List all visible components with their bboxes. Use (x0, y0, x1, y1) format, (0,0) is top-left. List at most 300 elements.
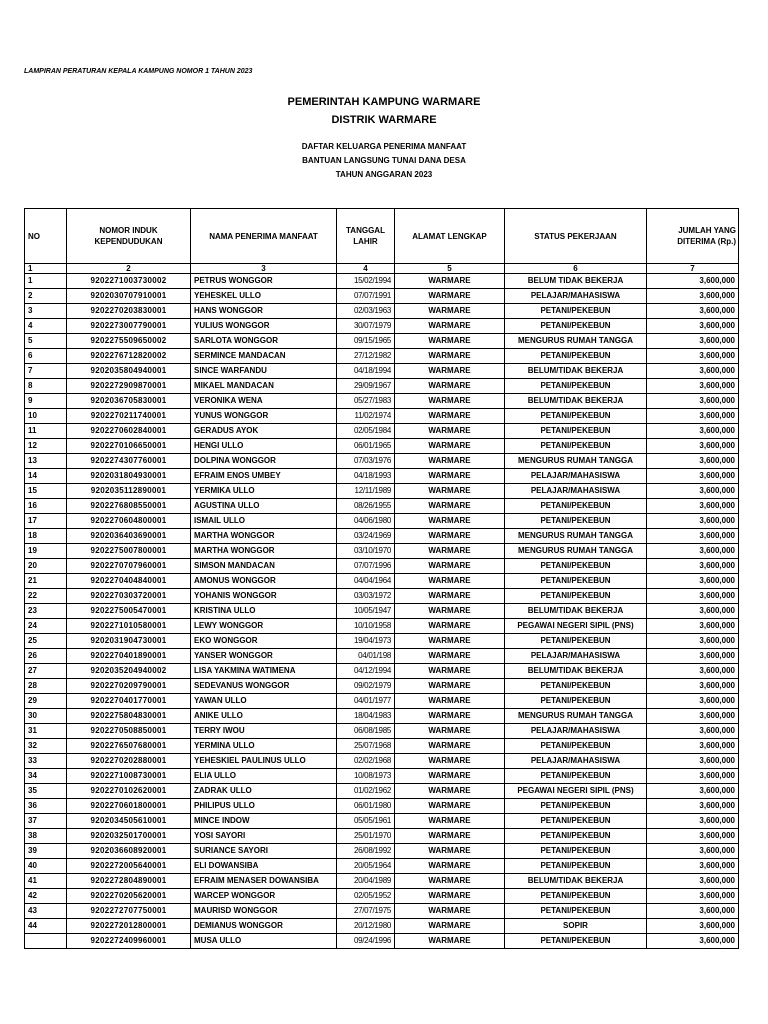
cell-status-pekerjaan: BELUM/TIDAK BEKERJA (505, 874, 647, 889)
cell-status-pekerjaan: PELAJAR/MAHASISWA (505, 469, 647, 484)
cell-nik: 9202035204940002 (67, 664, 191, 679)
table-row (25, 544, 739, 559)
cell-nik: 9202276507680001 (67, 739, 191, 754)
cell-alamat: WARMARE (395, 574, 505, 589)
cell-alamat: WARMARE (395, 409, 505, 424)
cell-status-pekerjaan: PETANI/PEKEBUN (505, 814, 647, 829)
cell-alamat: WARMARE (395, 649, 505, 664)
cell-no: 26 (25, 649, 67, 664)
cell-no: 13 (25, 454, 67, 469)
cell-nama: YEHESKIEL PAULINUS ULLO (191, 754, 337, 769)
table-row (25, 409, 739, 424)
cell-nama: KRISTINA ULLO (191, 604, 337, 619)
cell-nik: 9202270602840001 (67, 424, 191, 439)
cell-alamat: WARMARE (395, 604, 505, 619)
cell-nama: MINCE INDOW (191, 814, 337, 829)
cell-tanggal-lahir: 04/01/198 (337, 649, 395, 664)
cell-alamat: WARMARE (395, 874, 505, 889)
cell-nik: 9202270401770001 (67, 694, 191, 709)
cell-alamat: WARMARE (395, 634, 505, 649)
cell-tanggal-lahir: 19/04/1973 (337, 634, 395, 649)
cell-no: 17 (25, 514, 67, 529)
cell-alamat: WARMARE (395, 469, 505, 484)
table-row (25, 289, 739, 304)
cell-nik: 9202270604800001 (67, 514, 191, 529)
cell-nik: 9202036403690001 (67, 529, 191, 544)
cell-jumlah: 3,600,000 (647, 874, 739, 889)
cell-no: 23 (25, 604, 67, 619)
cell-alamat: WARMARE (395, 784, 505, 799)
cell-status-pekerjaan: PETANI/PEKEBUN (505, 319, 647, 334)
table-row (25, 439, 739, 454)
table-row (25, 694, 739, 709)
cell-tanggal-lahir: 12/11/1989 (337, 484, 395, 499)
cell-tanggal-lahir: 04/18/1994 (337, 364, 395, 379)
cell-nik: 9202270106650001 (67, 439, 191, 454)
cell-tanggal-lahir: 06/01/1980 (337, 799, 395, 814)
cell-jumlah: 3,600,000 (647, 649, 739, 664)
cell-tanggal-lahir: 02/05/1952 (337, 889, 395, 904)
table-row (25, 334, 739, 349)
cell-nama: MARTHA WONGGOR (191, 529, 337, 544)
cell-no: 28 (25, 679, 67, 694)
cell-status-pekerjaan: PETANI/PEKEBUN (505, 889, 647, 904)
cell-no: 7 (25, 364, 67, 379)
cell-tanggal-lahir: 03/10/1970 (337, 544, 395, 559)
cell-tanggal-lahir: 25/07/1968 (337, 739, 395, 754)
cell-jumlah: 3,600,000 (647, 469, 739, 484)
cell-nama: AGUSTINA ULLO (191, 499, 337, 514)
cell-tanggal-lahir: 06/01/1965 (337, 439, 395, 454)
table-row (25, 934, 739, 949)
cell-tanggal-lahir: 20/12/1980 (337, 919, 395, 934)
cell-tanggal-lahir: 08/26/1955 (337, 499, 395, 514)
table-row (25, 454, 739, 469)
cell-nama: EKO WONGGOR (191, 634, 337, 649)
cell-alamat: WARMARE (395, 919, 505, 934)
cell-status-pekerjaan: BELUM TIDAK BEKERJA (505, 274, 647, 289)
cell-status-pekerjaan: PETANI/PEKEBUN (505, 904, 647, 919)
cell-no (25, 934, 67, 949)
table-row (25, 844, 739, 859)
table-row (25, 319, 739, 334)
cell-nama: YANSER WONGGOR (191, 649, 337, 664)
cell-jumlah: 3,600,000 (647, 289, 739, 304)
cell-jumlah: 3,600,000 (647, 709, 739, 724)
column-header-tanggal: TANGGAL LAHIR (337, 209, 395, 264)
column-number: 1 (25, 264, 67, 274)
cell-nik: 9202272707750001 (67, 904, 191, 919)
cell-no: 4 (25, 319, 67, 334)
cell-nik: 9202270211740001 (67, 409, 191, 424)
cell-jumlah: 3,600,000 (647, 829, 739, 844)
cell-nik: 9202273007790001 (67, 319, 191, 334)
column-header-status: STATUS PEKERJAAN (505, 209, 647, 264)
cell-status-pekerjaan: BELUM/TIDAK BEKERJA (505, 604, 647, 619)
cell-no: 31 (25, 724, 67, 739)
cell-nik: 9202270203830001 (67, 304, 191, 319)
cell-tanggal-lahir: 02/02/1968 (337, 754, 395, 769)
cell-nama: SIMSON MANDACAN (191, 559, 337, 574)
table-row (25, 919, 739, 934)
cell-nik: 9202271010580001 (67, 619, 191, 634)
district-title: DISTRIK WARMARE (331, 114, 437, 126)
cell-nik: 9202034505610001 (67, 814, 191, 829)
cell-nama: SARLOTA WONGGOR (191, 334, 337, 349)
cell-nik: 9202274307760001 (67, 454, 191, 469)
cell-nama: ZADRAK ULLO (191, 784, 337, 799)
cell-tanggal-lahir: 04/04/1964 (337, 574, 395, 589)
cell-jumlah: 3,600,000 (647, 724, 739, 739)
cell-alamat: WARMARE (395, 379, 505, 394)
cell-jumlah: 3,600,000 (647, 904, 739, 919)
cell-no: 12 (25, 439, 67, 454)
cell-no: 44 (25, 919, 67, 934)
cell-alamat: WARMARE (395, 559, 505, 574)
cell-tanggal-lahir: 05/05/1961 (337, 814, 395, 829)
cell-nik: 9202275005470001 (67, 604, 191, 619)
cell-tanggal-lahir: 10/05/1947 (337, 604, 395, 619)
cell-tanggal-lahir: 15/02/1994 (337, 274, 395, 289)
cell-no: 16 (25, 499, 67, 514)
table-row (25, 274, 739, 289)
cell-nik: 9202276712820002 (67, 349, 191, 364)
cell-tanggal-lahir: 02/05/1984 (337, 424, 395, 439)
column-number: 6 (505, 264, 647, 274)
cell-status-pekerjaan: PEGAWAI NEGERI SIPIL (PNS) (505, 619, 647, 634)
cell-nama: ELIA ULLO (191, 769, 337, 784)
cell-alamat: WARMARE (395, 709, 505, 724)
cell-no: 32 (25, 739, 67, 754)
cell-status-pekerjaan: PETANI/PEKEBUN (505, 589, 647, 604)
cell-tanggal-lahir: 03/03/1972 (337, 589, 395, 604)
cell-jumlah: 3,600,000 (647, 274, 739, 289)
cell-status-pekerjaan: SOPIR (505, 919, 647, 934)
cell-alamat: WARMARE (395, 334, 505, 349)
cell-tanggal-lahir: 20/04/1989 (337, 874, 395, 889)
column-number: 2 (67, 264, 191, 274)
table-row (25, 589, 739, 604)
cell-jumlah: 3,600,000 (647, 934, 739, 949)
cell-alamat: WARMARE (395, 694, 505, 709)
cell-nik: 9202035112890001 (67, 484, 191, 499)
cell-nik: 9202270508850001 (67, 724, 191, 739)
cell-nama: TERRY IWOU (191, 724, 337, 739)
cell-jumlah: 3,600,000 (647, 664, 739, 679)
cell-alamat: WARMARE (395, 304, 505, 319)
cell-alamat: WARMARE (395, 439, 505, 454)
cell-tanggal-lahir: 03/24/1969 (337, 529, 395, 544)
cell-tanggal-lahir: 09/24/1996 (337, 934, 395, 949)
cell-status-pekerjaan: PELAJAR/MAHASISWA (505, 289, 647, 304)
cell-alamat: WARMARE (395, 364, 505, 379)
column-header-nama: NAMA PENERIMA MANFAAT (191, 209, 337, 264)
cell-nik: 9202031904730001 (67, 634, 191, 649)
table-row (25, 859, 739, 874)
cell-status-pekerjaan: PETANI/PEKEBUN (505, 694, 647, 709)
cell-alamat: WARMARE (395, 844, 505, 859)
table-row (25, 349, 739, 364)
cell-nama: YOSI SAYORI (191, 829, 337, 844)
cell-tanggal-lahir: 27/12/1982 (337, 349, 395, 364)
cell-tanggal-lahir: 02/03/1963 (337, 304, 395, 319)
cell-jumlah: 3,600,000 (647, 334, 739, 349)
cell-jumlah: 3,600,000 (647, 619, 739, 634)
cell-nama: HENGI ULLO (191, 439, 337, 454)
table-row (25, 364, 739, 379)
cell-status-pekerjaan: PETANI/PEKEBUN (505, 304, 647, 319)
cell-nik: 9202270303720001 (67, 589, 191, 604)
cell-tanggal-lahir: 25/01/1970 (337, 829, 395, 844)
cell-nik: 9202271008730001 (67, 769, 191, 784)
table-row (25, 394, 739, 409)
cell-jumlah: 3,600,000 (647, 919, 739, 934)
cell-nik: 9202276808550001 (67, 499, 191, 514)
column-number: 4 (337, 264, 395, 274)
cell-alamat: WARMARE (395, 499, 505, 514)
cell-jumlah: 3,600,000 (647, 604, 739, 619)
cell-nik: 9202275007800001 (67, 544, 191, 559)
cell-status-pekerjaan: PETANI/PEKEBUN (505, 499, 647, 514)
table-row (25, 679, 739, 694)
cell-nik: 9202270102620001 (67, 784, 191, 799)
cell-jumlah: 3,600,000 (647, 844, 739, 859)
table-row (25, 814, 739, 829)
cell-no: 20 (25, 559, 67, 574)
table-row (25, 499, 739, 514)
cell-status-pekerjaan: PETANI/PEKEBUN (505, 934, 647, 949)
cell-jumlah: 3,600,000 (647, 439, 739, 454)
cell-no: 27 (25, 664, 67, 679)
column-header-alamat: ALAMAT LENGKAP (395, 209, 505, 264)
cell-no: 22 (25, 589, 67, 604)
cell-jumlah: 3,600,000 (647, 799, 739, 814)
cell-nik: 9202272012800001 (67, 919, 191, 934)
cell-nik: 9202030707910001 (67, 289, 191, 304)
cell-alamat: WARMARE (395, 544, 505, 559)
cell-tanggal-lahir: 01/02/1962 (337, 784, 395, 799)
cell-nik: 9202036608920001 (67, 844, 191, 859)
cell-nama: YUNUS WONGGOR (191, 409, 337, 424)
cell-nama: PETRUS WONGGOR (191, 274, 337, 289)
table-row (25, 784, 739, 799)
cell-alamat: WARMARE (395, 889, 505, 904)
beneficiary-table (24, 208, 739, 949)
column-number: 7 (647, 264, 739, 274)
cell-nik: 9202036705830001 (67, 394, 191, 409)
cell-tanggal-lahir: 30/07/1979 (337, 319, 395, 334)
table-row (25, 574, 739, 589)
cell-no: 8 (25, 379, 67, 394)
cell-jumlah: 3,600,000 (647, 679, 739, 694)
cell-no: 39 (25, 844, 67, 859)
cell-nama: WARCEP WONGGOR (191, 889, 337, 904)
cell-nama: DOLPINA WONGGOR (191, 454, 337, 469)
column-header-no: NO (25, 209, 67, 264)
cell-nik: 9202270601800001 (67, 799, 191, 814)
cell-alamat: WARMARE (395, 514, 505, 529)
cell-no: 1 (25, 274, 67, 289)
document-title: PEMERINTAH KAMPUNG WARMARE (287, 96, 481, 108)
cell-alamat: WARMARE (395, 739, 505, 754)
cell-no: 11 (25, 424, 67, 439)
cell-status-pekerjaan: PELAJAR/MAHASISWA (505, 754, 647, 769)
cell-status-pekerjaan: PETANI/PEKEBUN (505, 349, 647, 364)
cell-nama: ISMAIL ULLO (191, 514, 337, 529)
cell-alamat: WARMARE (395, 589, 505, 604)
cell-jumlah: 3,600,000 (647, 529, 739, 544)
cell-nama: DEMIANUS WONGGOR (191, 919, 337, 934)
cell-tanggal-lahir: 04/12/1994 (337, 664, 395, 679)
cell-nama: YAWAN ULLO (191, 694, 337, 709)
table-row (25, 709, 739, 724)
cell-nama: SINCE WARFANDU (191, 364, 337, 379)
cell-nik: 9202272005640001 (67, 859, 191, 874)
cell-status-pekerjaan: MENGURUS RUMAH TANGGA (505, 334, 647, 349)
cell-nama: YEHESKEL ULLO (191, 289, 337, 304)
column-header-nik: NOMOR INDUK KEPENDUDUKAN (67, 209, 191, 264)
cell-nama: MARTHA WONGGOR (191, 544, 337, 559)
header-row (25, 209, 739, 264)
cell-tanggal-lahir: 04/18/1993 (337, 469, 395, 484)
cell-no: 14 (25, 469, 67, 484)
cell-nama: EFRAIM MENASER DOWANSIBA (191, 874, 337, 889)
cell-no: 25 (25, 634, 67, 649)
table-row (25, 619, 739, 634)
cell-no: 40 (25, 859, 67, 874)
table-row (25, 604, 739, 619)
regulation-reference: LAMPIRAN PERATURAN KEPALA KAMPUNG NOMOR 1 TAHUN 2023 (24, 68, 253, 75)
table-row (25, 484, 739, 499)
cell-status-pekerjaan: PETANI/PEKEBUN (505, 574, 647, 589)
subtitle-program: BANTUAN LANGSUNG TUNAI DANA DESA (302, 156, 466, 165)
cell-nama: YULIUS WONGGOR (191, 319, 337, 334)
cell-nama: LISA YAKMINA WATIMENA (191, 664, 337, 679)
table-row (25, 874, 739, 889)
table-row (25, 529, 739, 544)
table-row (25, 904, 739, 919)
cell-status-pekerjaan: PETANI/PEKEBUN (505, 679, 647, 694)
cell-status-pekerjaan: PETANI/PEKEBUN (505, 559, 647, 574)
cell-status-pekerjaan: PETANI/PEKEBUN (505, 859, 647, 874)
cell-status-pekerjaan: PELAJAR/MAHASISWA (505, 724, 647, 739)
cell-nik: 9202271003730002 (67, 274, 191, 289)
cell-status-pekerjaan: PETANI/PEKEBUN (505, 514, 647, 529)
cell-jumlah: 3,600,000 (647, 304, 739, 319)
cell-nama: AMONUS WONGGOR (191, 574, 337, 589)
column-number: 5 (395, 264, 505, 274)
cell-nama: EFRAIM ENOS UMBEY (191, 469, 337, 484)
table-row (25, 304, 739, 319)
cell-jumlah: 3,600,000 (647, 559, 739, 574)
cell-tanggal-lahir: 09/15/1965 (337, 334, 395, 349)
cell-no: 2 (25, 289, 67, 304)
cell-tanggal-lahir: 06/08/1985 (337, 724, 395, 739)
cell-status-pekerjaan: PELAJAR/MAHASISWA (505, 484, 647, 499)
cell-status-pekerjaan: MENGURUS RUMAH TANGGA (505, 544, 647, 559)
cell-no: 30 (25, 709, 67, 724)
cell-jumlah: 3,600,000 (647, 694, 739, 709)
cell-no: 33 (25, 754, 67, 769)
cell-nik: 9202270209790001 (67, 679, 191, 694)
cell-status-pekerjaan: PETANI/PEKEBUN (505, 439, 647, 454)
cell-jumlah: 3,600,000 (647, 499, 739, 514)
cell-status-pekerjaan: MENGURUS RUMAH TANGGA (505, 709, 647, 724)
cell-no: 38 (25, 829, 67, 844)
table-row (25, 889, 739, 904)
cell-jumlah: 3,600,000 (647, 484, 739, 499)
cell-alamat: WARMARE (395, 829, 505, 844)
cell-alamat: WARMARE (395, 754, 505, 769)
cell-alamat: WARMARE (395, 424, 505, 439)
cell-nama: YERMIKA ULLO (191, 484, 337, 499)
cell-alamat: WARMARE (395, 814, 505, 829)
cell-alamat: WARMARE (395, 769, 505, 784)
cell-no: 35 (25, 784, 67, 799)
cell-jumlah: 3,600,000 (647, 394, 739, 409)
cell-no: 19 (25, 544, 67, 559)
cell-nama: GERADUS AYOK (191, 424, 337, 439)
cell-jumlah: 3,600,000 (647, 544, 739, 559)
cell-no: 43 (25, 904, 67, 919)
table-row (25, 799, 739, 814)
cell-status-pekerjaan: PETANI/PEKEBUN (505, 799, 647, 814)
cell-nik: 9202270707960001 (67, 559, 191, 574)
cell-status-pekerjaan: BELUM/TIDAK BEKERJA (505, 364, 647, 379)
cell-nik: 9202270404840001 (67, 574, 191, 589)
cell-tanggal-lahir: 07/07/1996 (337, 559, 395, 574)
cell-jumlah: 3,600,000 (647, 634, 739, 649)
cell-alamat: WARMARE (395, 904, 505, 919)
cell-tanggal-lahir: 04/06/1980 (337, 514, 395, 529)
cell-no: 6 (25, 349, 67, 364)
cell-no: 42 (25, 889, 67, 904)
cell-nik: 9202272909870001 (67, 379, 191, 394)
cell-tanggal-lahir: 11/02/1974 (337, 409, 395, 424)
table-row (25, 424, 739, 439)
cell-nik: 9202270205620001 (67, 889, 191, 904)
cell-nik: 9202272409960001 (67, 934, 191, 949)
cell-tanggal-lahir: 10/08/1973 (337, 769, 395, 784)
cell-nama: YOHANIS WONGGOR (191, 589, 337, 604)
cell-status-pekerjaan: PETANI/PEKEBUN (505, 739, 647, 754)
cell-alamat: WARMARE (395, 394, 505, 409)
cell-alamat: WARMARE (395, 799, 505, 814)
table-row (25, 559, 739, 574)
table-row (25, 649, 739, 664)
cell-alamat: WARMARE (395, 274, 505, 289)
cell-no: 36 (25, 799, 67, 814)
cell-no: 41 (25, 874, 67, 889)
cell-nama: SURIANCE SAYORI (191, 844, 337, 859)
cell-alamat: WARMARE (395, 349, 505, 364)
table-row (25, 469, 739, 484)
table-row (25, 829, 739, 844)
cell-nama: SERMINCE MANDACAN (191, 349, 337, 364)
cell-nama: MIKAEL MANDACAN (191, 379, 337, 394)
subtitle-list: DAFTAR KELUARGA PENERIMA MANFAAT (301, 142, 467, 151)
cell-jumlah: 3,600,000 (647, 424, 739, 439)
cell-alamat: WARMARE (395, 289, 505, 304)
cell-jumlah: 3,600,000 (647, 889, 739, 904)
table-row (25, 634, 739, 649)
cell-tanggal-lahir: 07/03/1976 (337, 454, 395, 469)
cell-jumlah: 3,600,000 (647, 769, 739, 784)
cell-tanggal-lahir: 18/04/1983 (337, 709, 395, 724)
column-header-jumlah: JUMLAH YANG DITERIMA (Rp.) (647, 209, 739, 264)
cell-nama: ANIKE ULLO (191, 709, 337, 724)
cell-jumlah: 3,600,000 (647, 349, 739, 364)
